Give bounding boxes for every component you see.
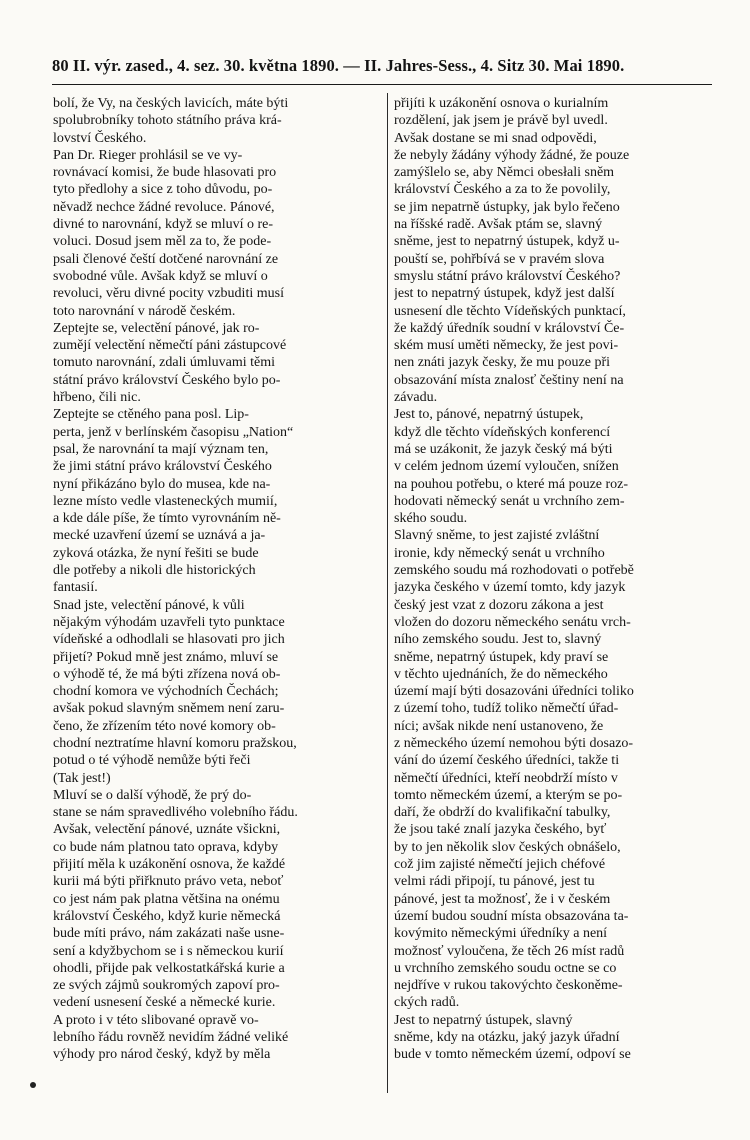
text-line: má se uzákonit, že jazyk český má býti xyxy=(394,441,613,457)
text-line: z území toho, tudíž toliko němečtí úřad- xyxy=(394,701,619,717)
header-rule xyxy=(52,84,712,85)
text-line: tomto německém území, a kterým se po- xyxy=(394,787,623,803)
text-line: výhody pro národ český, když by měla xyxy=(53,1047,271,1063)
text-line: Jest to nepatrný ústupek, slavný xyxy=(394,1012,573,1028)
text-line: divné to narovnání, když se mluví o re- xyxy=(53,217,274,233)
text-line: území budou soudní místa obsazována ta- xyxy=(394,908,629,924)
text-line: nyní přikázáno bylo do musea, kde na- xyxy=(53,476,271,492)
text-line: a kde dále píše, že tímto vyrovnáním ně- xyxy=(53,511,281,527)
text-line: bude v tomto německém území, odpoví se xyxy=(394,1047,631,1063)
text-line: jazyka českého v území tomto, kdy jazyk xyxy=(394,580,626,596)
text-line: mecké uzavření území se uznává a ja- xyxy=(53,528,266,544)
text-line: tomuto narovnání, zdali úmluvami těmi xyxy=(53,355,276,371)
text-line: zemského soudu má rozhodovati o potřebě xyxy=(394,563,634,579)
text-line: Avšak, velectění pánové, uznáte všickni, xyxy=(53,822,281,838)
text-line: velmi rádi připojí, tu pánové, jest tu xyxy=(394,874,595,890)
text-line: ního zemského soudu. Jest to, slavný xyxy=(394,632,602,648)
text-line: avšak pokud slavným sněmem není zaru- xyxy=(53,701,285,717)
right-column xyxy=(394,95,724,1064)
text-line: Avšak dostane se mi snad odpovědi, xyxy=(394,130,597,146)
text-line: že každý úředník soudní v království Če- xyxy=(394,320,625,336)
text-line: když dle těchto vídeňských konferencí xyxy=(394,424,611,440)
text-line: což jim zajisté němečtí jejich chéfové xyxy=(394,857,606,873)
text-line: vložen do dozoru německého senátu vrch- xyxy=(394,614,631,630)
text-line: kurii má býti přiřknuto právo veta, neboť xyxy=(53,874,284,890)
text-line: pánové, jest ta možnosť, že i v českém xyxy=(394,891,611,907)
text-line: psal, že narovnání ta mají význam ten, xyxy=(53,441,269,457)
text-line: nejdříve v rukou takovýchto českoněme- xyxy=(394,978,623,994)
text-line: smyslu státní právo království Českého? xyxy=(394,268,621,284)
text-line: fantasií. xyxy=(53,580,98,596)
text-line: svobodné vůle. Avšak když se mluví o xyxy=(53,268,268,284)
text-line: dle potřeby a nikoli dle historických xyxy=(53,563,256,579)
text-line: o výhodě té, že má býti zřízena nová ob- xyxy=(53,666,281,682)
text-line: spolubrobníky tohoto státního práva krá- xyxy=(53,113,282,129)
text-line: ironie, kdy německý senát u vrchního xyxy=(394,545,605,561)
text-line: zamýšlelo se, aby Němci obesłali sněm xyxy=(394,165,615,181)
text-line: lezne místo vedle vlasteneckých mumií, xyxy=(53,493,278,509)
text-line: sněme, kdy na otázku, jaký jazyk úřadní xyxy=(394,1030,620,1046)
text-line: Zeptejte se ctěného pana posl. Lip- xyxy=(53,407,249,423)
text-line: voluci. Dosud jsem měl za to, že pode- xyxy=(53,234,272,250)
text-line: kovýmito německými úředníky a není xyxy=(394,926,608,942)
page-header: 80 II. výr. zased., 4. sez. 30. května 1890. — II. Jahres-Sess., 4. Sitz 30. Mai 1890. xyxy=(52,56,625,75)
text-line: se jim nepatrně ústupky, jak bylo řečeno xyxy=(394,199,620,215)
text-line: níci; avšak nikde není ustanoveno, že xyxy=(394,718,604,734)
text-line: chodní komora ve východních Čechách; xyxy=(53,684,279,700)
text-line: usnesení dle těchto Vídeňských punktací, xyxy=(394,303,626,319)
text-line: z německého území nemohou býti dosazo- xyxy=(394,735,634,751)
margin-dot xyxy=(30,1082,36,1088)
text-line: Zeptejte se, velectění pánové, jak ro- xyxy=(53,320,260,336)
text-line: území mají býti dosazováni úředníci toliko xyxy=(394,684,634,700)
text-line: potud o té výhodě nemůže býti řeči xyxy=(53,753,251,769)
text-line: Mluví se o další výhodě, že prý do- xyxy=(53,787,252,803)
text-line: v těchto ujednáních, že do německého xyxy=(394,666,608,682)
text-line: jest to nepatrný ústupek, když jest další xyxy=(394,286,615,302)
text-line: sněme, jest to nepatrný ústupek, když u- xyxy=(394,234,620,250)
text-line: přijetí? Pokud mně jest známo, mluví se xyxy=(53,649,279,665)
text-line: lebního řádu rovněž nevidím žádné veliké xyxy=(53,1030,289,1046)
text-line: přijití měla k uzákonění osnova, že každé xyxy=(53,857,286,873)
text-line: bolí, že Vy, na českých lavicích, máte býti xyxy=(53,96,289,111)
text-line: Snad jste, velectění pánové, k vůli xyxy=(53,597,245,613)
text-line: království Českého a za to že povolily, xyxy=(394,182,611,198)
text-line: by to jen několik slov českých obnášelo, xyxy=(394,839,621,855)
text-line: rovnávací komisi, že bude hlasovati pro xyxy=(53,165,277,181)
text-line: pouští se, pohřbívá se v pravém slova xyxy=(394,251,605,267)
text-line: království Českého, když kurie německá xyxy=(53,908,281,924)
text-line: sněme, nepatrný ústupek, kdy praví se xyxy=(394,649,609,665)
text-line: bude míti právo, nám zakázati naše usne- xyxy=(53,926,285,942)
text-line: zyková otázka, že nyní řešiti se bude xyxy=(53,545,259,561)
text-line: Pan Dr. Rieger prohlásil se ve vy- xyxy=(53,147,243,163)
text-line: u vrchního zemského soudu octne se co xyxy=(394,960,617,976)
text-line: že nebyly žádány výhody žádné, že pouze xyxy=(394,147,630,163)
text-line: ohodli, přijde pak velkostatkářská kurie a xyxy=(53,960,285,976)
text-line: co jest nám pak platna většina na onému xyxy=(53,891,280,907)
text-line: ze svých zájmů soukromých zapoví pro- xyxy=(53,978,280,994)
left-column xyxy=(53,95,383,1064)
text-line: němečtí úředníci, kteří neobdrží místo v xyxy=(394,770,618,786)
text-line: státní právo království Českého bylo po- xyxy=(53,372,281,388)
text-line: že jimi státní právo království Českého xyxy=(53,459,272,475)
column-divider xyxy=(387,93,388,1093)
text-line: perta, jenž v berlínském časopisu „Nation“ xyxy=(53,424,294,440)
text-line: na pouhou potřebu, o které má pouze roz- xyxy=(394,476,629,492)
text-line: stane se nám spravedlivého volebního řádu. xyxy=(53,805,298,821)
text-line: vídeňské a odhodlali se hlasovati pro jich xyxy=(53,632,285,648)
text-line: A proto i v této slibované opravě vo- xyxy=(53,1012,259,1028)
text-line: lovství Českého. xyxy=(53,130,147,146)
text-line: vání do území českého úředníci, takže ti xyxy=(394,753,620,769)
text-line: Jest to, pánové, nepatrný ústupek, xyxy=(394,407,584,423)
text-line: přijíti k uzákonění osnova o kurialním xyxy=(394,96,609,111)
text-line: (Tak jest!) xyxy=(53,770,111,786)
text-line: hodovati německý senát u vrchního zem- xyxy=(394,493,625,509)
text-line: ském musí uměti německy, že jest povi- xyxy=(394,338,619,354)
text-line: co bude nám platnou tato oprava, kdyby xyxy=(53,839,279,855)
text-line: čeno, že zřízením této nové komory ob- xyxy=(53,718,276,734)
text-line: něvadž nechce žádné revoluce. Pánové, xyxy=(53,199,275,215)
text-line: daří, že obdrží do kvalifikační tabulky, xyxy=(394,805,611,821)
text-line: nen znáti jazyk česky, že mu pouze při xyxy=(394,355,611,371)
text-line: sení a kdyžbychom se i s německou kurií xyxy=(53,943,284,959)
text-line: chodní neztratíme hlavní komoru pražskou, xyxy=(53,735,297,751)
text-line: závadu. xyxy=(394,390,438,406)
text-line: vedení usnesení české a německé kurie. xyxy=(53,995,276,1011)
text-line: ckých radů. xyxy=(394,995,460,1011)
text-line: možnosť vyloučena, že těch 26 míst radů xyxy=(394,943,625,959)
text-line: nějakým výhodám uzavřeli tyto punktace xyxy=(53,614,285,630)
text-line: český jest vzat z dozoru zákona a jest xyxy=(394,597,604,613)
text-line: hřbeno, čili nic. xyxy=(53,390,141,406)
text-line: Slavný sněme, to jest zajisté zvláštní xyxy=(394,528,600,544)
text-line: ského soudu. xyxy=(394,511,468,527)
text-line: toto narovnání v národě českém. xyxy=(53,303,236,319)
text-line: v celém jednom území vyloučen, snížen xyxy=(394,459,619,475)
text-line: že jsou také znalí jazyka českého, byť xyxy=(394,822,607,838)
text-line: zumějí velectění němečtí páni zástupcové xyxy=(53,338,287,354)
text-line: revoluci, věru divné pocity vzbuditi musí xyxy=(53,286,284,302)
text-line: na říšské radě. Avšak ptám se, slavný xyxy=(394,217,603,233)
text-line: obsazování místa znalosť češtiny není na xyxy=(394,372,624,388)
text-line: tyto předlohy a sice z toho důvodu, po- xyxy=(53,182,273,198)
text-line: psali členové čeští dotčené narovnání ze xyxy=(53,251,279,267)
text-line: rozdělení, jak jsem je právě byl uvedl. xyxy=(394,113,608,129)
